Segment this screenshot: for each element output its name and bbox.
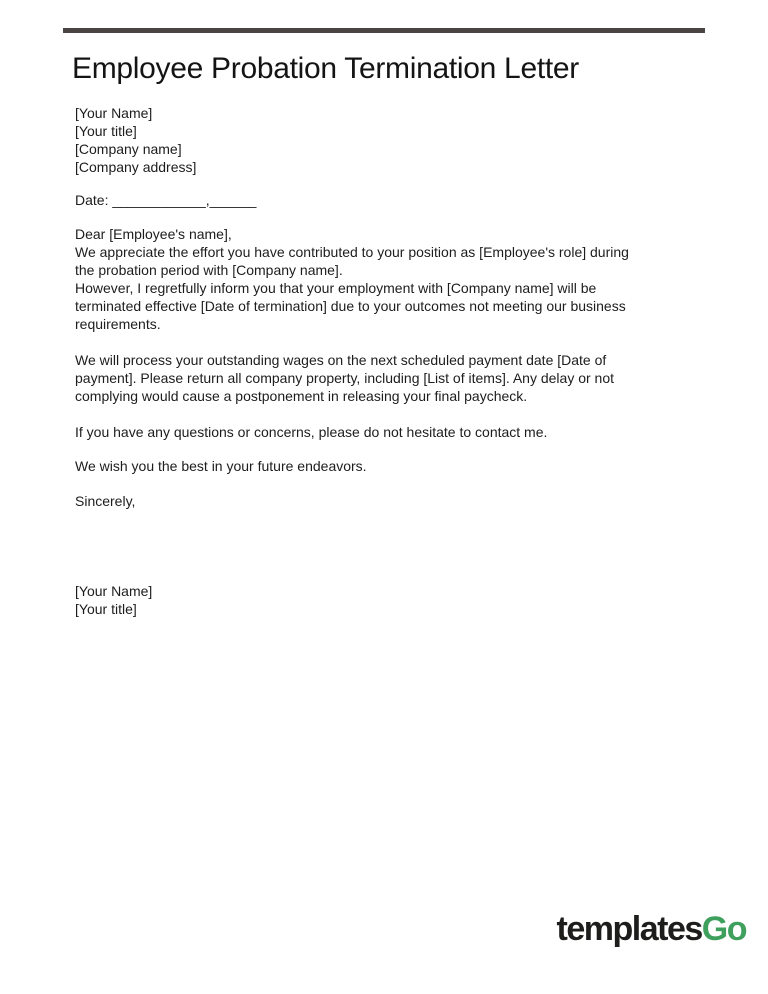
sender-name-line: [Your Name] bbox=[75, 105, 153, 121]
sender-block bbox=[75, 104, 196, 176]
logo-text-dark: templates bbox=[556, 910, 702, 948]
logo-text-green: Go bbox=[701, 910, 746, 948]
wages-line: payment]. Please return all company property, including [List of items]. Any delay or not bbox=[75, 370, 615, 386]
opening-line: However, I regretfully inform you that your employment with [Company name] will be bbox=[75, 280, 597, 296]
signature-title-line: [Your title] bbox=[75, 601, 137, 617]
salutation-line: Dear [Employee's name], bbox=[75, 226, 232, 242]
opening-line: terminated effective [Date of termination] due to your outcomes not meeting our business bbox=[75, 298, 626, 314]
templatesgo-logo bbox=[557, 910, 746, 949]
wages-line: complying would cause a postponement in releasing your final paycheck. bbox=[75, 388, 528, 404]
closing-block bbox=[75, 492, 135, 510]
questions-paragraph bbox=[75, 423, 547, 441]
questions-line: If you have any questions or concerns, please do not hesitate to contact me. bbox=[75, 424, 548, 440]
wishes-line: We wish you the best in your future endeavors. bbox=[75, 458, 367, 474]
sender-title-line: [Your title] bbox=[75, 123, 137, 139]
sender-company-line: [Company name] bbox=[75, 141, 182, 157]
opening-line: We appreciate the effort you have contributed to your position as [Employee's role] during bbox=[75, 244, 629, 260]
closing-line: Sincerely, bbox=[75, 493, 136, 509]
wages-paragraph bbox=[75, 351, 614, 405]
opening-line: requirements. bbox=[75, 316, 161, 332]
wishes-paragraph bbox=[75, 457, 367, 475]
date-line: Date: ____________,______ bbox=[75, 192, 257, 208]
header-rule bbox=[63, 28, 705, 33]
signature-name-line: [Your Name] bbox=[75, 583, 153, 599]
date-block bbox=[75, 191, 256, 209]
signature-block bbox=[75, 582, 152, 618]
sender-address-line: [Company address] bbox=[75, 159, 197, 175]
opening-paragraph bbox=[75, 225, 629, 333]
page-title: Employee Probation Termination Letter bbox=[72, 52, 579, 85]
wages-line: We will process your outstanding wages on the next scheduled payment date [Date of bbox=[75, 352, 607, 368]
opening-line: the probation period with [Company name]. bbox=[75, 262, 343, 278]
